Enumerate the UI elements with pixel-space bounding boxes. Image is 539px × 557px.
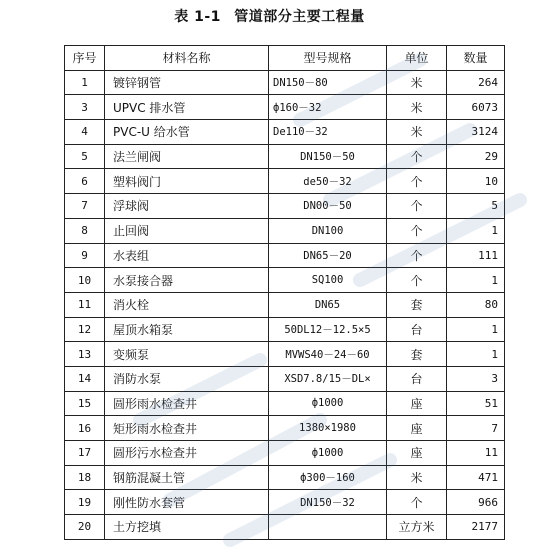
table-row: [65, 95, 505, 120]
row-index: 11: [65, 292, 105, 317]
unit-value: 座: [387, 441, 447, 466]
table-row: [65, 317, 505, 342]
table-row: [65, 465, 505, 490]
row-index: 18: [65, 465, 105, 490]
spec-value: ф1000: [269, 391, 387, 416]
unit-value: 米: [387, 70, 447, 95]
spec-value: DN100: [269, 218, 387, 243]
unit-value: 座: [387, 391, 447, 416]
spec-value: DN65－20: [269, 243, 387, 268]
table-title: [0, 6, 539, 26]
row-index: 19: [65, 490, 105, 515]
quantity-value: 1: [447, 317, 505, 342]
row-index: 10: [65, 268, 105, 293]
header-quantity: 数量: [447, 46, 505, 71]
table-row: [65, 144, 505, 169]
quantity-value: 29: [447, 144, 505, 169]
spec-value: ф300－160: [269, 465, 387, 490]
row-index: 5: [65, 144, 105, 169]
quantity-value: 51: [447, 391, 505, 416]
unit-value: 个: [387, 144, 447, 169]
unit-value: 个: [387, 169, 447, 194]
material-name: 水表组: [105, 243, 269, 268]
header-spec: 型号规格: [269, 46, 387, 71]
material-name: PVC-U 给水管: [105, 120, 269, 145]
row-index: 6: [65, 169, 105, 194]
material-name: 镀锌钢管: [105, 70, 269, 95]
unit-value: 台: [387, 317, 447, 342]
unit-value: 米: [387, 120, 447, 145]
unit-value: 个: [387, 268, 447, 293]
header-row: [65, 46, 505, 71]
row-index: 12: [65, 317, 105, 342]
row-index: 15: [65, 391, 105, 416]
unit-value: 个: [387, 243, 447, 268]
spec-value: MVWS40－24－60: [269, 342, 387, 367]
unit-value: 套: [387, 292, 447, 317]
quantity-value: 80: [447, 292, 505, 317]
table-number: 表 1-1: [174, 9, 221, 25]
material-name: 塑料阀门: [105, 169, 269, 194]
quantity-value: 5: [447, 194, 505, 219]
row-index: 9: [65, 243, 105, 268]
quantity-value: 966: [447, 490, 505, 515]
table-row: [65, 490, 505, 515]
table-row: [65, 169, 505, 194]
header-material: 材料名称: [105, 46, 269, 71]
row-index: 14: [65, 366, 105, 391]
row-index: 16: [65, 416, 105, 441]
row-index: 1: [65, 70, 105, 95]
table-row: [65, 391, 505, 416]
quantity-value: 1: [447, 218, 505, 243]
row-index: 13: [65, 342, 105, 367]
material-name: 浮球阀: [105, 194, 269, 219]
spec-value: DN00－50: [269, 194, 387, 219]
material-name: 矩形雨水检查井: [105, 416, 269, 441]
table-row: [65, 243, 505, 268]
unit-value: 套: [387, 342, 447, 367]
spec-value: de50－32: [269, 169, 387, 194]
spec-value: ф1000: [269, 441, 387, 466]
material-name: 刚性防水套管: [105, 490, 269, 515]
unit-value: 米: [387, 95, 447, 120]
material-name: 屋顶水箱泵: [105, 317, 269, 342]
table-row: [65, 515, 505, 540]
table-row: [65, 441, 505, 466]
row-index: 7: [65, 194, 105, 219]
table-row: [65, 416, 505, 441]
material-name: 消火栓: [105, 292, 269, 317]
spec-value: DN150－32: [269, 490, 387, 515]
unit-value: 个: [387, 490, 447, 515]
row-index: 4: [65, 120, 105, 145]
spec-value: DN150－80: [269, 70, 387, 95]
row-index: 20: [65, 515, 105, 540]
material-name: UPVC 排水管: [105, 95, 269, 120]
spec-value: SQ100: [269, 268, 387, 293]
table-row: [65, 366, 505, 391]
header-unit: 单位: [387, 46, 447, 71]
table-row: [65, 292, 505, 317]
material-name: 圆形雨水检查井: [105, 391, 269, 416]
quantity-value: 264: [447, 70, 505, 95]
quantity-value: 11: [447, 441, 505, 466]
spec-value: DN150－50: [269, 144, 387, 169]
material-name: 变频泵: [105, 342, 269, 367]
quantity-value: 1: [447, 342, 505, 367]
spec-value: ф160－32: [269, 95, 387, 120]
quantity-value: 7: [447, 416, 505, 441]
material-name: 法兰闸阀: [105, 144, 269, 169]
table-row: [65, 218, 505, 243]
quantities-table: [64, 45, 505, 540]
table-row: [65, 268, 505, 293]
material-name: 土方挖填: [105, 515, 269, 540]
table-row: [65, 120, 505, 145]
material-name: 水泵接合器: [105, 268, 269, 293]
spec-value: DN65: [269, 292, 387, 317]
unit-value: 米: [387, 465, 447, 490]
unit-value: 座: [387, 416, 447, 441]
spec-value: 50DL12－12.5×5: [269, 317, 387, 342]
table-row: [65, 342, 505, 367]
spec-value: De110－32: [269, 120, 387, 145]
table-row: [65, 194, 505, 219]
material-name: 圆形污水检查井: [105, 441, 269, 466]
quantity-value: 3124: [447, 120, 505, 145]
quantity-value: 6073: [447, 95, 505, 120]
table-caption: 管道部分主要工程量: [234, 9, 365, 25]
unit-value: 立方米: [387, 515, 447, 540]
unit-value: 个: [387, 194, 447, 219]
row-index: 17: [65, 441, 105, 466]
quantity-value: 111: [447, 243, 505, 268]
quantity-value: 3: [447, 366, 505, 391]
material-name: 消防水泵: [105, 366, 269, 391]
quantity-value: 10: [447, 169, 505, 194]
quantity-value: 471: [447, 465, 505, 490]
material-name: 止回阀: [105, 218, 269, 243]
quantity-value: 2177: [447, 515, 505, 540]
spec-value: 1380×1980: [269, 416, 387, 441]
row-index: 3: [65, 95, 105, 120]
spec-value: XSD7.8/15－DL×: [269, 366, 387, 391]
unit-value: 台: [387, 366, 447, 391]
quantity-value: 1: [447, 268, 505, 293]
spec-value: [269, 515, 387, 540]
row-index: 8: [65, 218, 105, 243]
table-row: [65, 70, 505, 95]
unit-value: 个: [387, 218, 447, 243]
table-body: [65, 70, 505, 539]
header-index: 序号: [65, 46, 105, 71]
material-name: 钢筋混凝土管: [105, 465, 269, 490]
